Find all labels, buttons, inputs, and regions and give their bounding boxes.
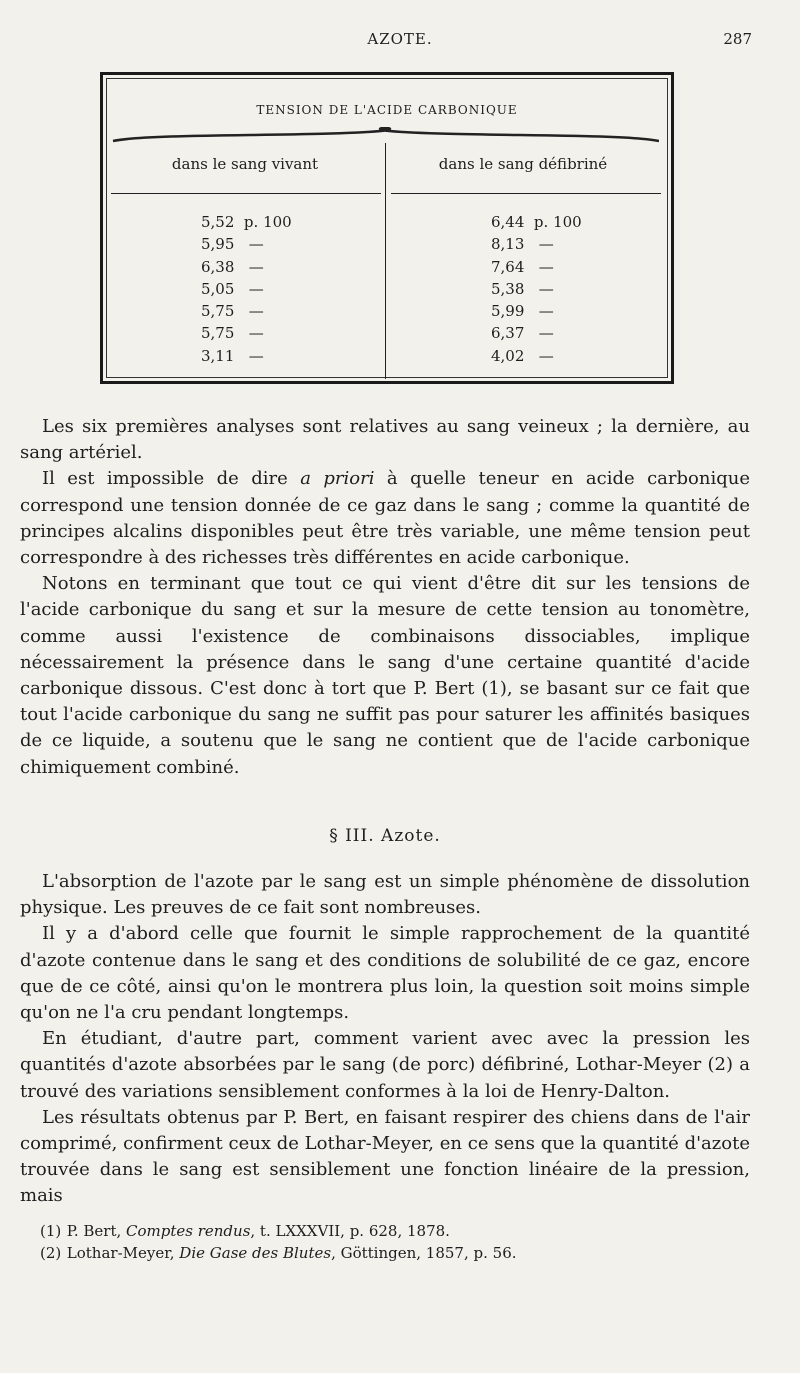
footnote-author: Lothar-Meyer, (66, 1244, 180, 1262)
table-cell: 5,75 — (201, 324, 264, 343)
tension-table (100, 72, 674, 384)
table-cell: 5,75 — (201, 302, 264, 321)
table-cell: 6,38 — (201, 257, 264, 276)
body-text (20, 414, 750, 1210)
table-cell: 5,99 — (491, 302, 554, 321)
table-heading: TENSION DE L'ACIDE CARBONIQUE (256, 103, 518, 117)
paragraph-analyses: Les six premières analyses sont relatives au sang veineux ; la dernière, au sang artériel. (20, 416, 750, 464)
table-cell: 5,38 — (491, 279, 554, 298)
column-divider (385, 143, 386, 379)
footnote-details: , Göttingen, 1857, p. 56. (331, 1244, 517, 1262)
footnote-1 (40, 1220, 517, 1242)
paragraph-absorption: L'absorption de l'azote par le sang est un simple phénomène de dissolution physique. Les preuves de ce fait sont nombreuses. (20, 871, 750, 919)
italic-text: a priori (300, 468, 375, 490)
footnote-work: Comptes rendus (126, 1222, 251, 1240)
running-title: AZOTE. (367, 30, 433, 48)
heading-brace (111, 127, 659, 143)
footnote-details: , t. LXXXVII, p. 628, 1878. (250, 1222, 450, 1240)
table-cell: 5,52 p. 100 (201, 213, 292, 231)
left-header-rule (111, 193, 381, 194)
footnote-work: Die Gase des Blutes (179, 1244, 332, 1262)
table-inner-frame (106, 78, 668, 378)
paragraph-conclusion: Notons en terminant que tout ce qui vient d'être dit sur les tensions de l'acide carbonique du sang et sur la mesure de cette tension au tonomètre, comme aussi l'existence de combinaisons dissociables, implique nécessairement la présence dans le sang d'une certaine quantité d'acide carbonique dissous. C'est donc à tort que P. Bert (1), se basant sur ce fait que tout l'acide carbonique du sang ne suffit pas pour saturer les affinités basiques de ce liquide, a soutenu que le sang ne contient que de l'acide carbonique chimiquement combiné. (20, 573, 750, 778)
col-header-defibrinated-blood: dans le sang défibriné (438, 155, 608, 173)
table-cell: 6,37 — (491, 324, 554, 343)
right-header-rule (391, 193, 661, 194)
defibrinated-blood-values (491, 211, 582, 367)
table-cell: 3,11 — (201, 346, 264, 365)
text-run: Il est impossible de dire (42, 468, 301, 490)
table-cell: 4,02 — (491, 346, 554, 365)
table-cell: 7,64 — (491, 257, 554, 276)
footnote-author: P. Bert, (66, 1222, 127, 1240)
section-heading: § III. Azote. (329, 825, 441, 846)
text-run: à quelle teneur en acide carbonique correspond une tension donnée de ce gaz dans le sang ; comme la quantité de principes alcalins disponibles peut être très variable, une même tension peut correspondre à des richesses très différentes en acide carbonique. (20, 468, 750, 569)
table-cell: 5,95 — (201, 235, 264, 254)
paragraph-a-priori (20, 466, 750, 571)
footnotes (40, 1220, 517, 1264)
table-cell: 8,13 — (491, 235, 554, 254)
living-blood-values (201, 211, 292, 367)
paragraph-lothar-meyer: En étudiant, d'autre part, comment varient avec avec la pression les quantités d'azote absorbées par le sang (de porc) défibriné, Lothar-Meyer (2) a trouvé des variations sensiblement conformes à la loi de Henry-Dalton. (20, 1028, 750, 1102)
table-cell: 5,05 — (201, 279, 264, 298)
page-number: 287 (723, 30, 752, 48)
paragraph-bert-results: Les résultats obtenus par P. Bert, en faisant respirer des chiens dans de l'air comprimé, confirment ceux de Lothar-Meyer, en ce sens que la quantité d'azote trouvée dans le sang est sensiblement une fonction linéaire de la pression, mais (20, 1106, 750, 1207)
footnote-number: (1) (40, 1222, 62, 1240)
footnote-2 (40, 1242, 517, 1264)
paragraph-solubility: Il y a d'abord celle que fournit le simple rapprochement de la quantité d'azote contenue dans le sang et des conditions de solubilité de ce gaz, encore que de ce côté, ainsi qu'on le montrera plus loin, la question soit moins simple qu'on ne l'a cru pendant longtemps. (20, 923, 750, 1024)
col-header-living-blood: dans le sang vivant (171, 155, 319, 173)
footnote-number: (2) (40, 1244, 62, 1262)
page-header (0, 30, 800, 54)
table-cell: 6,44 p. 100 (491, 213, 582, 231)
